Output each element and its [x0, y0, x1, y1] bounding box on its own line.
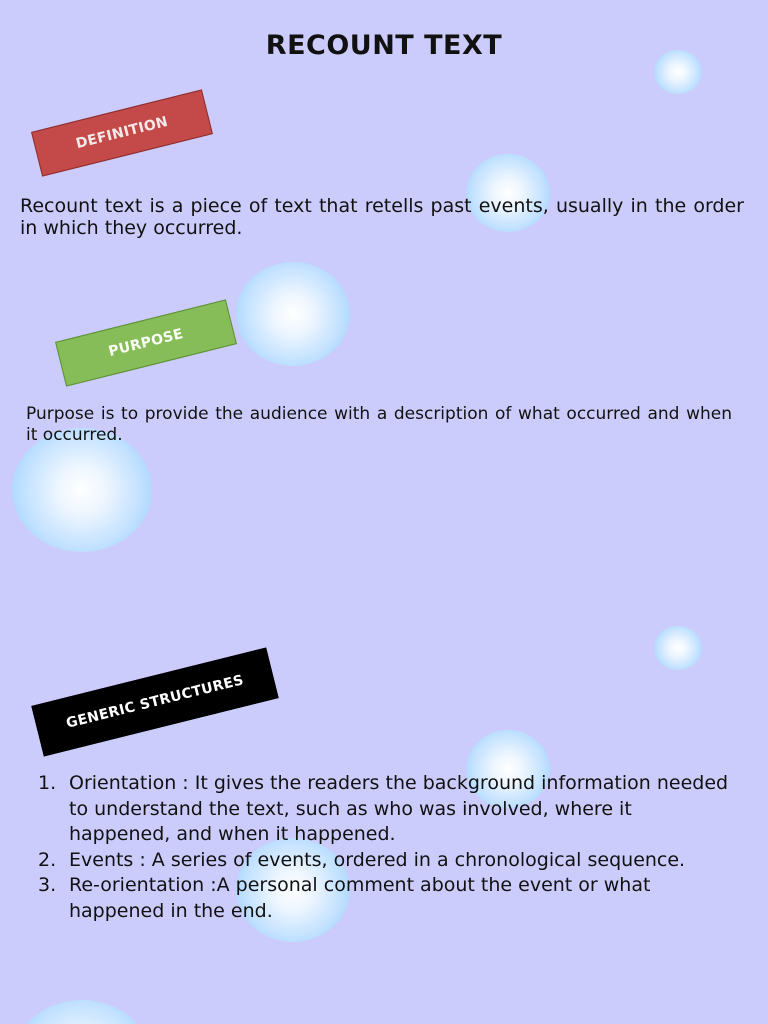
- list-item: [38, 848, 738, 874]
- list-item-number: 3.: [38, 874, 57, 896]
- generic-structures-list: [38, 771, 738, 924]
- list-item-number: 2.: [38, 848, 57, 871]
- generic-structures-tag: GENERIC STRUCTURES: [31, 647, 278, 756]
- bubble-decoration: [236, 262, 350, 366]
- list-item-text: Events : A series of events, ordered in a chronological sequence.: [69, 848, 686, 871]
- page-title: RECOUNT TEXT: [265, 30, 503, 61]
- list-item: [38, 873, 738, 924]
- definition-text: Recount text is a piece of text that retells past events, usually in the order in which they occurred.: [20, 195, 744, 239]
- purpose-text: Purpose is to provide the audience with a description of what occurred and when it occurred.: [26, 404, 732, 445]
- purpose-tag: PURPOSE: [55, 299, 237, 386]
- list-item-number: 1.: [38, 772, 57, 794]
- bubble-decoration: [654, 626, 702, 670]
- list-item: [38, 771, 738, 848]
- definition-tag: DEFINITION: [31, 89, 213, 176]
- bubble-decoration: [12, 428, 152, 552]
- list-item-text: Re-orientation :A personal comment about the event or what happened in the end.: [69, 874, 651, 922]
- list-item-text: Orientation : It gives the readers the background information needed to understand the text, such as who was involved, where it happened, and when it happened.: [69, 772, 729, 845]
- bubble-decoration: [12, 1000, 152, 1024]
